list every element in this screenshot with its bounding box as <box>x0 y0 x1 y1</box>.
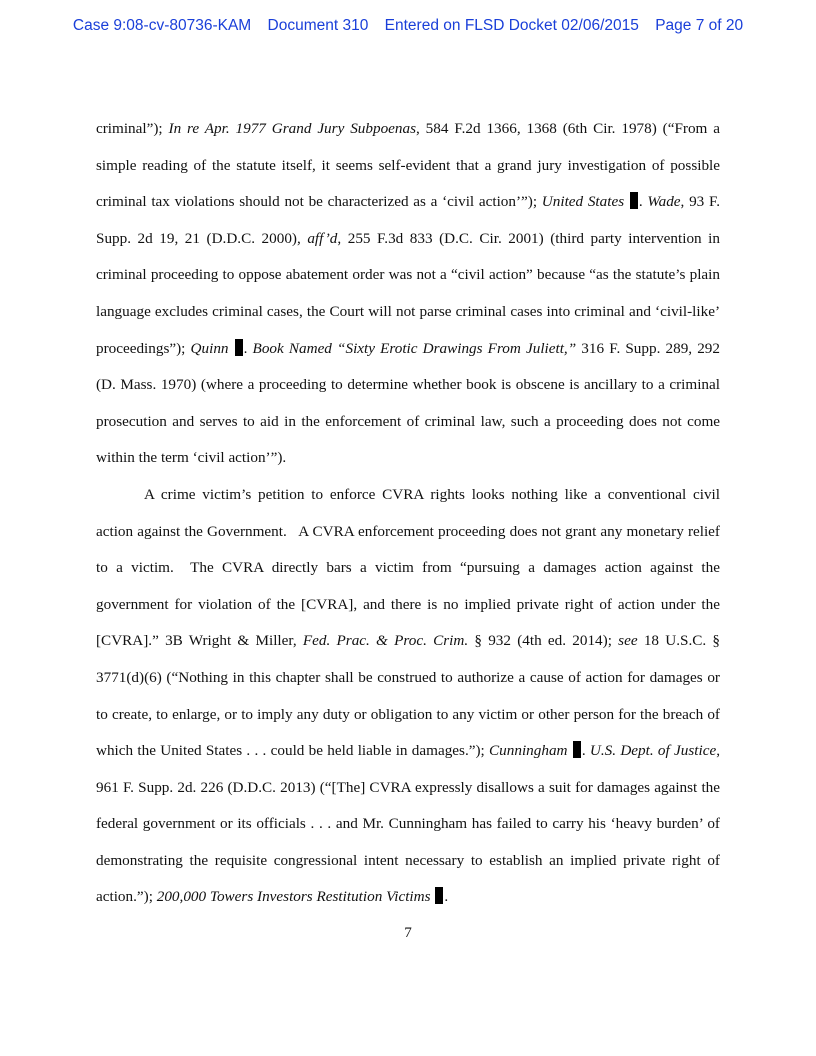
citation: In re Apr. 1977 Grand Jury Subpoenas <box>168 120 416 137</box>
redaction-mark <box>435 887 443 904</box>
paragraph-1: criminal”); In re Apr. 1977 Grand Jury Subpoenas, 584 F.2d 1366, 1368 (6th Cir. 1978) (“From a simple reading of the statute itself, it seems self-evident that a grand jury investigation of possible criminal tax violations should not be characterized as a ‘civil action’”); United States . Wade, 93 F. Supp. 2d 19, 21 (D.D.C. 2000), aff’d, 255 F.3d 833 (D.C. Cir. 2001) (third party intervention in criminal proceeding to oppose abatement order was not a “civil action” because “as the statute’s plain language excludes criminal cases, the Court will not parse criminal cases into criminal and ‘civil-like’ proceedings”); Quinn . Book Named “Sixty Erotic Drawings From Juliett,” 316 F. Supp. 289, 292 (D. Mass. 1970) (where a proceeding to determine whether book is obscene is ancillary to a criminal prosecution and serves to aid in the enforcement of criminal law, such a proceeding does not come within the term ‘civil action’”). <box>96 120 720 467</box>
docket-header <box>0 17 816 35</box>
citation: aff’d <box>307 229 338 247</box>
redaction-mark <box>235 339 243 356</box>
citation: U.S. Dept. of Justice <box>589 742 717 760</box>
citation: Wade <box>647 193 681 211</box>
paragraph-2: A crime victim’s petition to enforce CVRA rights looks nothing like a conventional civil action against the Government. A CVRA enforcement proceeding does not grant any monetary relief to a victim. The CVRA directly bars a victim from “pursuing a damages action against the government for violation of the [CVRA], and there is no implied private right of action under the [CVRA].” 3B Wright & Miller, Fed. Prac. & Proc. Crim. § 932 (4th ed. 2014); see 18 U.S.C. § 3771(d)(6) (“Nothing in this chapter shall be construed to authorize a cause of action for damages or to create, to enlarge, or to imply any duty or obligation to any victim or other person for the breach of which the United States . . . could be held liable in damages.”); Cunningham . U.S. Dept. of Justice, 961 F. Supp. 2d. 226 (D.D.C. 2013) (“[The] CVRA expressly disallows a suit for damages against the federal government or its officials . . . and Mr. Cunningham has failed to carry his ‘heavy burden’ of demonstrating the requisite congressional intent necessary to establish an implied private right of action.”); 200,000 Towers Investors Restitution Victims . <box>96 485 721 906</box>
citation: Quinn <box>190 339 229 357</box>
citation: see <box>618 632 638 650</box>
redaction-mark <box>573 741 581 758</box>
page-count: Page 7 of 20 <box>655 17 744 34</box>
citation: Fed. Prac. & Proc. Crim. <box>302 632 469 650</box>
citation: 200,000 Towers Investors Restitution Victims <box>156 888 431 906</box>
case-number: Case 9:08-cv-80736-KAM <box>72 17 252 34</box>
citation: United States <box>541 193 625 211</box>
document-number: Document 310 <box>267 17 369 34</box>
page-number: 7 <box>404 924 412 941</box>
citation: Book Named “Sixty Erotic Drawings From Juliett,” <box>252 339 577 357</box>
docket-entry: Entered on FLSD Docket 02/06/2015 <box>384 17 639 34</box>
redaction-mark <box>630 192 638 209</box>
citation: Cunningham <box>489 742 568 760</box>
document-body <box>96 111 720 916</box>
